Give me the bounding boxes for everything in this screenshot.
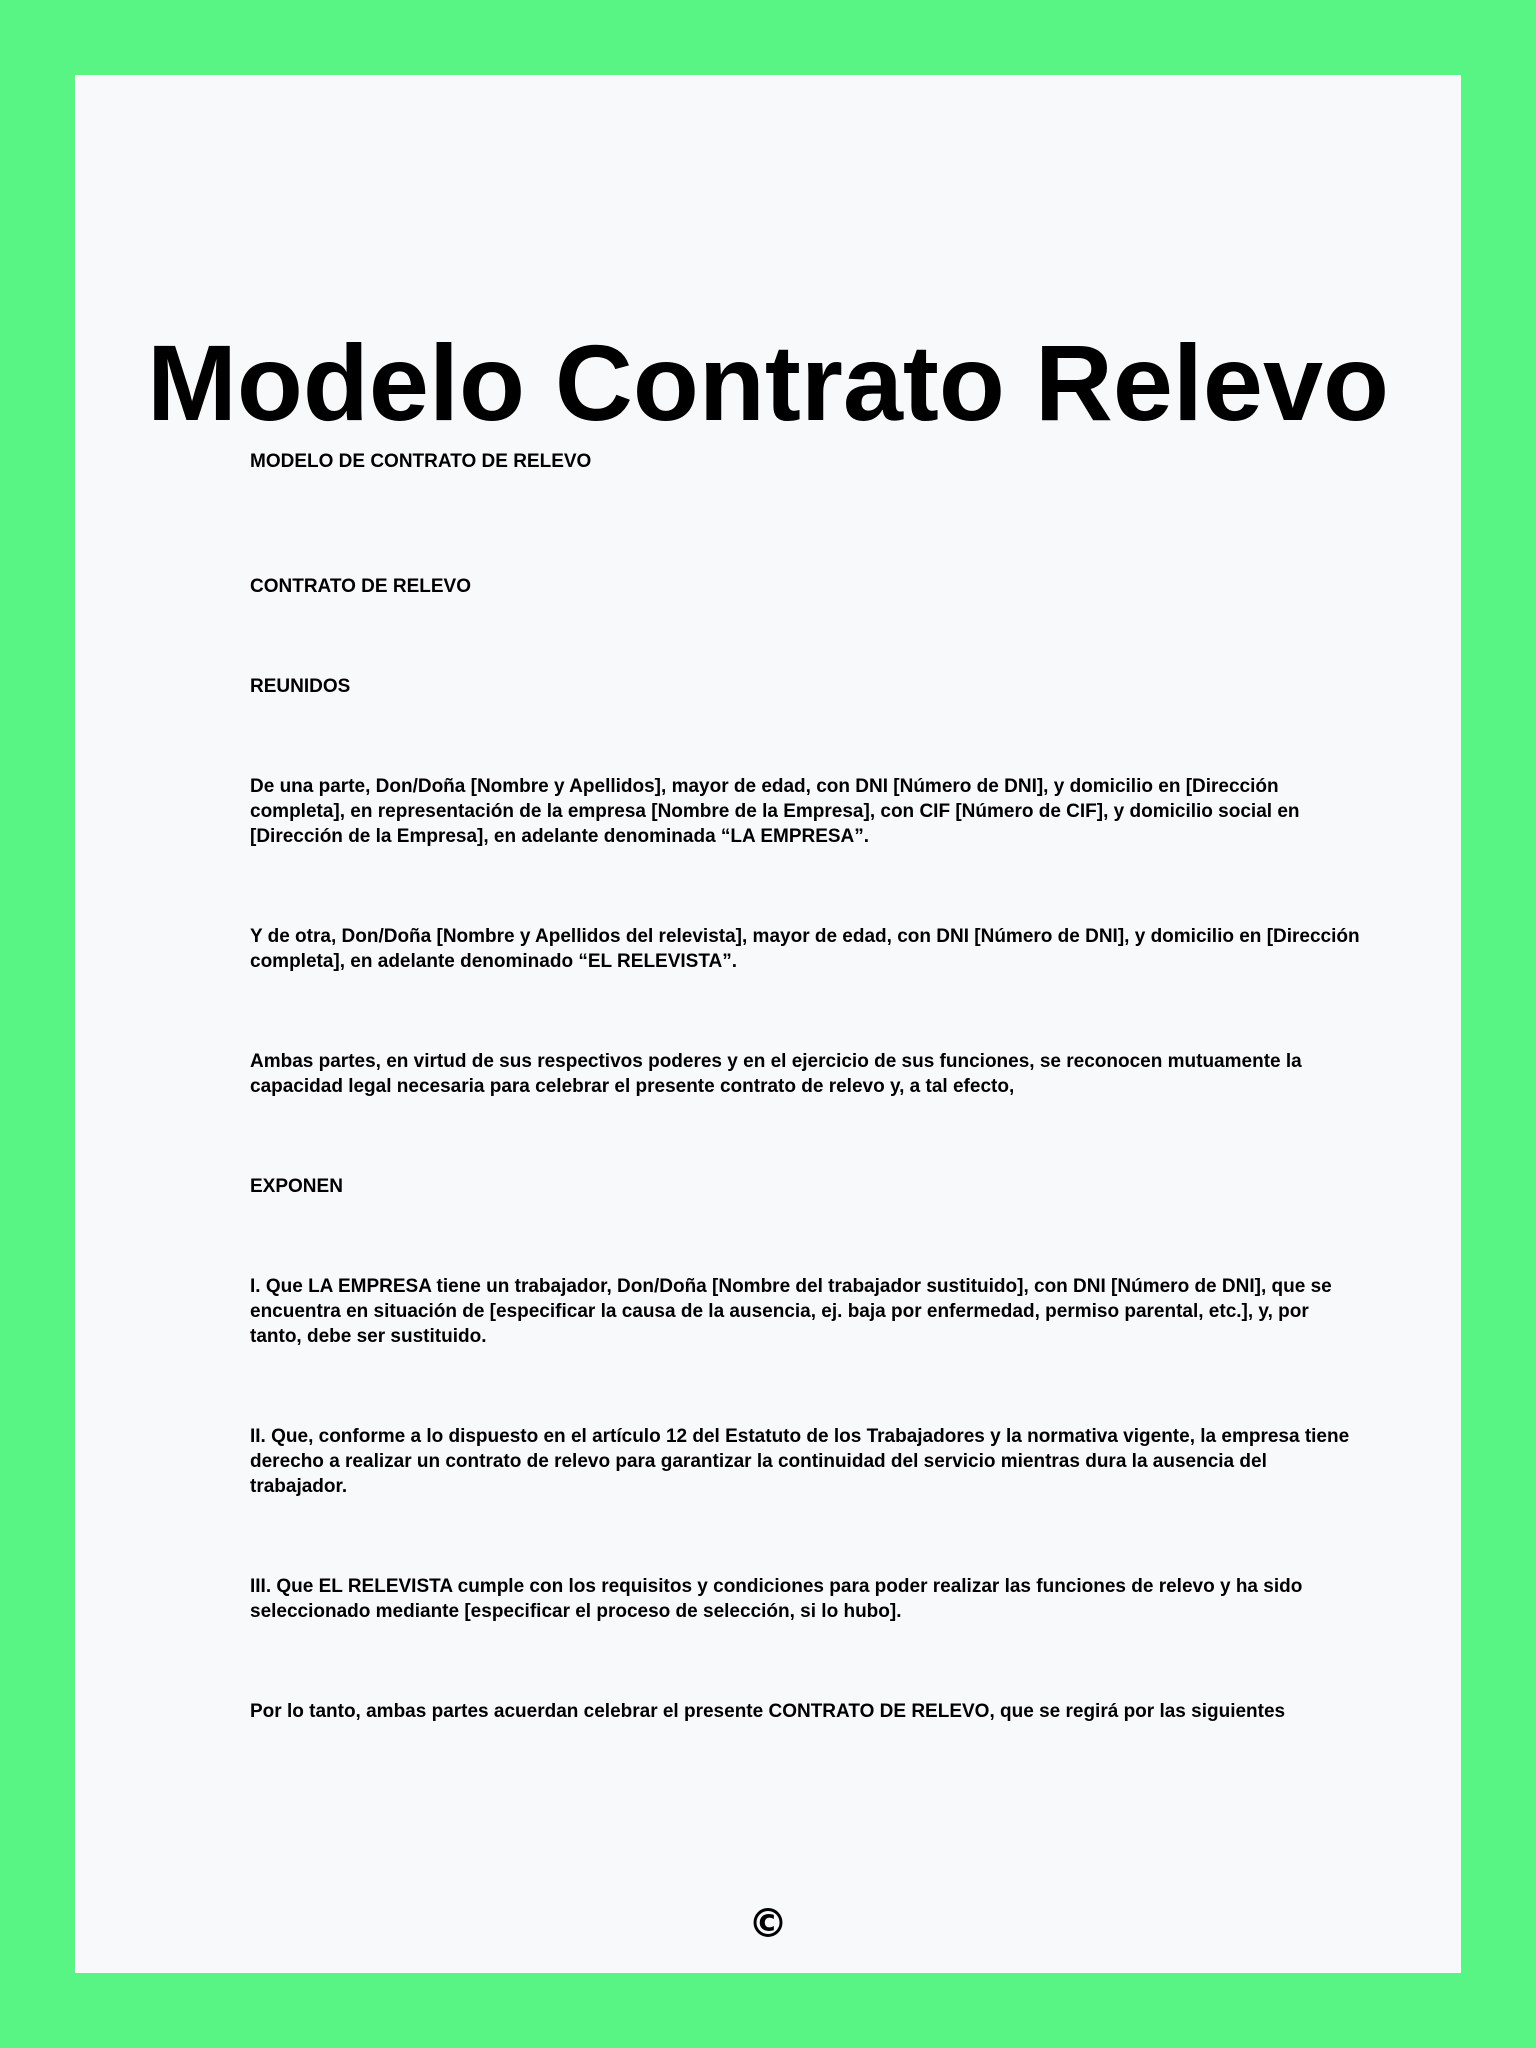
heading-reunidos: REUNIDOS	[250, 676, 351, 697]
document-page	[75, 75, 1461, 1973]
paragraph-closing: Por lo tanto, ambas partes acuerdan celebrar el presente CONTRATO DE RELEVO, que se regirá por las siguientes	[250, 1701, 1286, 1722]
paragraph-party-one: De una parte, Don/Doña [Nombre y Apellidos], mayor de edad, con DNI [Número de DNI], y domicilio en [Dirección completa], en representación de la empresa [Nombre de la Empresa], con CIF [Número de CIF], y domicilio social en [Dirección de la Empresa], en adelante denominada “LA EMPRESA”.	[250, 776, 1300, 847]
clause-three: III. Que EL RELEVISTA cumple con los requisitos y condiciones para poder realizar las funciones de relevo y ha sido seleccionado mediante [especificar el proceso de selección, si lo hubo].	[250, 1576, 1303, 1622]
copyright-icon: ©	[748, 1901, 788, 1947]
clause-two: II. Que, conforme a lo dispuesto en el artículo 12 del Estatuto de los Trabajadores y la normativa vigente, la empresa tiene derecho a realizar un contrato de relevo para garantizar la continuidad del servicio mientras dura la ausencia del trabajador.	[250, 1426, 1350, 1497]
document-title: Modelo Contrato Relevo	[146, 322, 1390, 443]
paragraph-party-two: Y de otra, Don/Doña [Nombre y Apellidos del relevista], mayor de edad, con DNI [Número de DNI], y domicilio en [Dirección completa], en adelante denominado “EL RELEVISTA”.	[250, 926, 1360, 972]
heading-modelo-contrato: MODELO DE CONTRATO DE RELEVO	[250, 451, 592, 472]
paragraph-capacity: Ambas partes, en virtud de sus respectivos poderes y en el ejercicio de sus funciones, se reconocen mutuamente la capacidad legal necesaria para celebrar el presente contrato de relevo y, a tal efecto,	[250, 1051, 1302, 1097]
heading-exponen: EXPONEN	[250, 1176, 343, 1197]
heading-contrato-relevo: CONTRATO DE RELEVO	[250, 576, 471, 597]
clause-one: I. Que LA EMPRESA tiene un trabajador, Don/Doña [Nombre del trabajador sustituido], con DNI [Número de DNI], que se encuentra en situación de [especificar la causa de la ausencia, ej. baja por enfermedad, permiso parental, etc.], y, por tanto, debe ser sustituido.	[250, 1276, 1332, 1347]
